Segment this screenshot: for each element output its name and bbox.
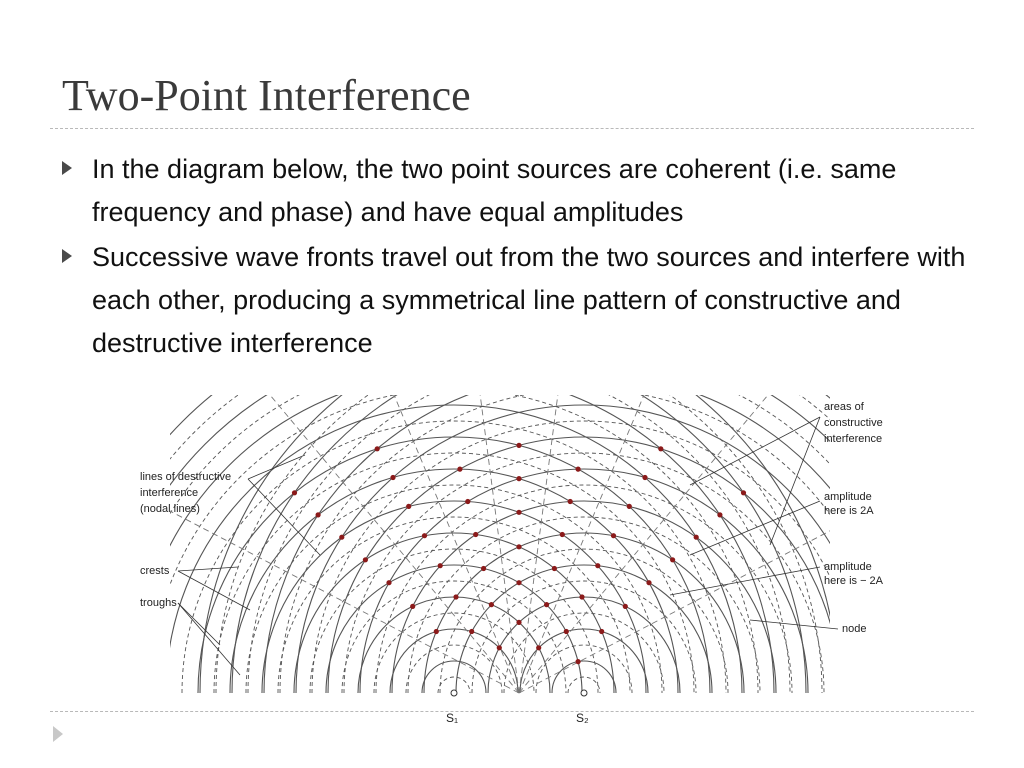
- constructive-point: [627, 504, 632, 509]
- bullet-list: [62, 148, 982, 367]
- constructive-point: [670, 557, 675, 562]
- constructive-point: [390, 475, 395, 480]
- label-node: node: [842, 623, 867, 635]
- constructive-point: [481, 566, 486, 571]
- bullet-arrow-icon: [62, 249, 72, 263]
- trough-arc-s2: [344, 453, 824, 693]
- wave-pattern: [130, 395, 910, 725]
- constructive-point: [292, 490, 297, 495]
- constructive-point: [516, 443, 521, 448]
- bullet-item-coherent: [62, 148, 982, 234]
- leader-line: [248, 479, 320, 555]
- label-constructive-line2: constructive: [824, 417, 883, 429]
- constructive-point: [579, 594, 584, 599]
- nodal-line: [147, 499, 519, 693]
- label-constructive-line3: interference: [824, 433, 883, 445]
- constructive-point: [438, 563, 443, 568]
- source-2-point: [581, 690, 587, 696]
- constructive-point: [473, 532, 478, 537]
- bullet-text: Successive wave fronts travel out from the two sources and interfere with each other, producing a symmetrical line pattern of constructive and destructive interference: [92, 242, 966, 358]
- constructive-point: [564, 629, 569, 634]
- constructive-point: [595, 563, 600, 568]
- constructive-point: [623, 604, 628, 609]
- label-troughs: troughs: [140, 597, 177, 609]
- constructive-point: [489, 602, 494, 607]
- label-amplitude-plus-line2: here is 2A: [824, 505, 874, 517]
- slide-title: Two-Point Interference: [62, 71, 471, 120]
- bullet-text: In the diagram below, the two point sources are coherent (i.e. same frequency and phase) and have equal amplitudes: [92, 154, 897, 227]
- constructive-point: [316, 512, 321, 517]
- constructive-point: [386, 580, 391, 585]
- constructive-point: [658, 446, 663, 451]
- constructive-point: [536, 645, 541, 650]
- constructive-point: [465, 499, 470, 504]
- label-destructive-line2: interference: [140, 487, 199, 499]
- leader-line: [178, 603, 240, 675]
- constructive-point: [469, 629, 474, 634]
- leader-line: [770, 417, 820, 545]
- constructive-point: [516, 510, 521, 515]
- footer-divider: [50, 711, 974, 712]
- constructive-point: [642, 475, 647, 480]
- constructive-point: [453, 594, 458, 599]
- trough-arc-s1: [246, 485, 662, 693]
- trough-arc-s1: [214, 453, 694, 693]
- nodal-line: [519, 395, 788, 693]
- trough-arc-s2: [408, 517, 760, 693]
- trough-arc-s2: [536, 645, 632, 693]
- leader-line: [178, 603, 220, 645]
- label-destructive-line3: (nodal lines): [140, 503, 200, 515]
- constructive-point: [646, 580, 651, 585]
- constructive-point: [339, 535, 344, 540]
- label-source-1: S₁: [446, 711, 459, 725]
- trough-arc-s2: [280, 395, 888, 693]
- constructive-point: [516, 544, 521, 549]
- constructive-point: [516, 476, 521, 481]
- wavefront-group: [130, 395, 910, 693]
- leader-line: [670, 567, 820, 595]
- constructive-point: [363, 557, 368, 562]
- constructive-point: [717, 512, 722, 517]
- constructive-point: [544, 602, 549, 607]
- label-destructive-line1: lines of destructive: [140, 471, 232, 483]
- nodal-line: [250, 395, 519, 693]
- trough-arc-s1: [406, 645, 502, 693]
- trough-arc-s1: [374, 613, 534, 693]
- constructive-point: [434, 629, 439, 634]
- leader-line: [248, 455, 305, 479]
- label-amplitude-plus-line1: amplitude: [824, 491, 872, 503]
- constructive-point: [516, 620, 521, 625]
- trough-arc-s1: [278, 517, 630, 693]
- interference-diagram: [130, 395, 910, 725]
- constructive-point: [599, 629, 604, 634]
- bullet-item-wavefronts: [62, 236, 982, 365]
- constructive-point: [552, 566, 557, 571]
- constructive-point: [516, 580, 521, 585]
- constructive-point: [576, 659, 581, 664]
- trough-arc-s2: [248, 395, 910, 693]
- constructive-point: [611, 533, 616, 538]
- trough-arc-s1: [130, 395, 790, 693]
- trough-arc-s2: [504, 613, 664, 693]
- label-constructive-line1: areas of: [824, 401, 864, 413]
- constructive-point: [694, 535, 699, 540]
- nodal-line: [519, 499, 891, 693]
- constructive-point: [560, 532, 565, 537]
- trough-arc-s2: [376, 485, 792, 693]
- trough-arc-s2: [312, 421, 856, 693]
- constructive-point: [375, 446, 380, 451]
- constructive-point: [497, 645, 502, 650]
- label-source-2: S₂: [576, 711, 589, 725]
- bullet-arrow-icon: [62, 161, 72, 175]
- constructive-point: [422, 533, 427, 538]
- constructive-point: [576, 467, 581, 472]
- source-1-point: [451, 690, 457, 696]
- label-crests: crests: [140, 565, 170, 577]
- constructive-point: [410, 604, 415, 609]
- constructive-point: [457, 467, 462, 472]
- label-amplitude-minus-line2: here is − 2A: [824, 575, 884, 587]
- constructive-point: [741, 490, 746, 495]
- trough-arc-s1: [182, 421, 726, 693]
- constructive-point: [568, 499, 573, 504]
- label-amplitude-minus-line1: amplitude: [824, 561, 872, 573]
- trough-arc-s1: [150, 395, 758, 693]
- title-divider: [50, 128, 974, 129]
- footer-arrow-icon: [53, 726, 63, 742]
- trough-arc-s2: [216, 395, 910, 693]
- constructive-point: [406, 504, 411, 509]
